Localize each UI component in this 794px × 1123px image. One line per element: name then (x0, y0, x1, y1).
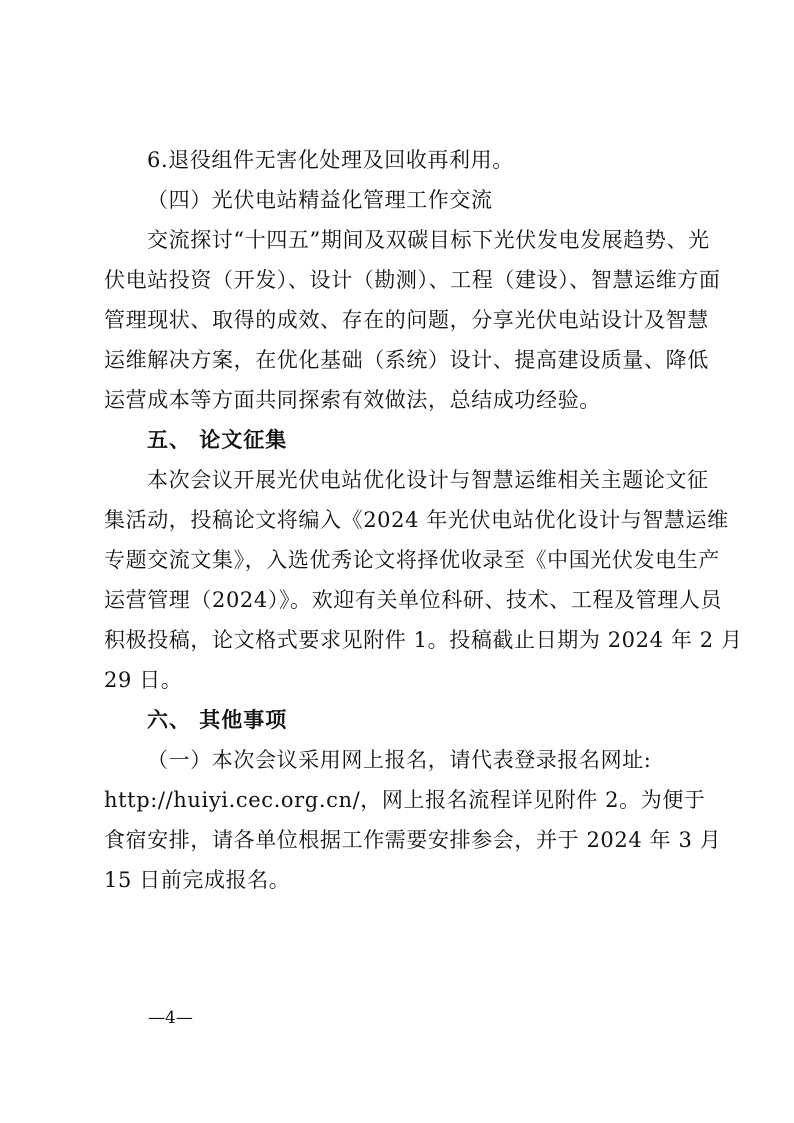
paragraph-line-url: http://huiyi.cec.org.cn/，网上报名流程详见附件 2。为便于 (104, 788, 706, 812)
paragraph-line: 专题交流文集》，入选优秀论文将择优收录至《中国光伏发电生产 (104, 548, 720, 572)
paragraph-line: 运营成本等方面共同探索有效做法，总结成功经验。 (104, 388, 601, 412)
page-number: —4— (148, 1008, 193, 1028)
paragraph-line: 运维解决方案，在优化基础（系统）设计、提高建设质量、降低 (104, 348, 709, 372)
section-heading-5: 五、 论文征集 (147, 428, 288, 452)
paragraph-line: 伏电站投资（开发）、设计（勘测）、工程（建设）、智慧运维方面 (104, 268, 721, 292)
paragraph-line: 29 日。 (104, 668, 183, 692)
subsection-heading-4: （四）光伏电站精益化管理工作交流 (147, 188, 493, 212)
section-heading-6: 六、 其他事项 (147, 708, 288, 732)
paragraph-line: 交流探讨“十四五”期间及双碳目标下光伏发电发展趋势、光 (147, 228, 710, 252)
paragraph-line: 积极投稿，论文格式要求见附件 1。投稿截止日期为 2024 年 2 月 (104, 628, 743, 652)
list-item-6: 6.退役组件无害化处理及回收再利用。 (147, 148, 514, 172)
paragraph-line: （一）本次会议采用网上报名，请代表登录报名网址: (147, 748, 652, 772)
paragraph-line: 集活动，投稿论文将编入《2024 年光伏电站优化设计与智慧运维 (104, 508, 729, 532)
paragraph-line: 食宿安排，请各单位根据工作需要安排参会，并于 2024 年 3 月 (104, 828, 722, 852)
paragraph-line: 本次会议开展光伏电站优化设计与智慧运维相关主题论文征 (147, 468, 709, 492)
paragraph-line: 管理现状、取得的成效、存在的问题，分享光伏电站设计及智慧 (104, 308, 709, 332)
paragraph-line: 15 日前完成报名。 (104, 868, 291, 892)
paragraph-line: 运营管理（2024）》。欢迎有关单位科研、技术、工程及管理人员 (104, 588, 723, 612)
